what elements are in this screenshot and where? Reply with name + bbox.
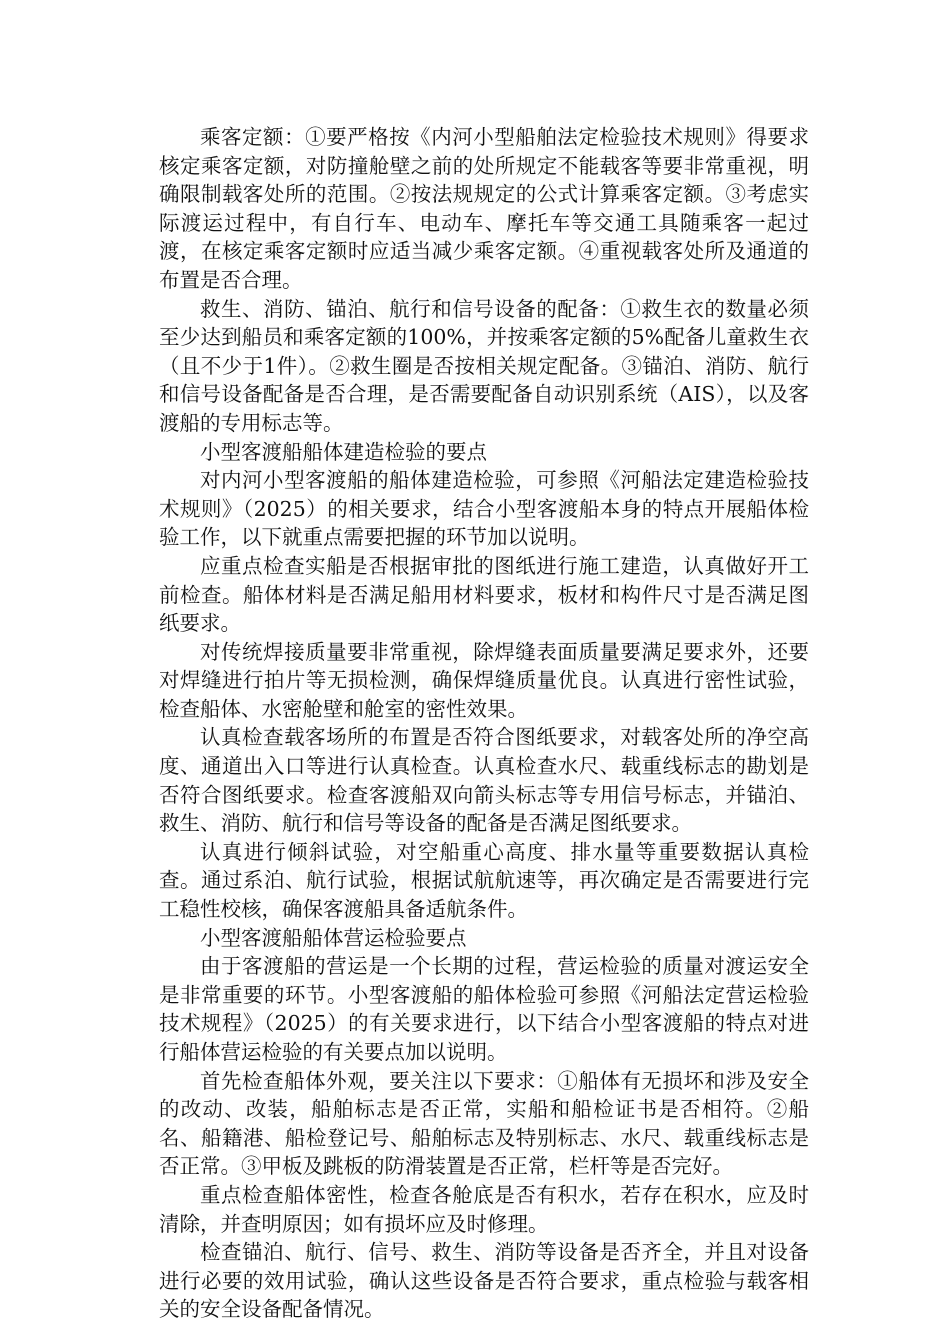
paragraph-hull-appearance: 首先检查船体外观，要关注以下要求：①船体有无损坏和涉及安全的改动、改装，船舶标志是否正常，实船和船检证书是否相符。②船名、船籍港、船检登记号、船舶标志及特别标志、水尺、载重线标志是否正常。③甲板及跳板的防滑装置是否正常，栏杆等是否完好。 [159,1068,809,1179]
paragraph-drawing-check: 应重点检查实船是否根据审批的图纸进行施工建造，认真做好开工前检查。船体材料是否满足船用材料要求，板材和构件尺寸是否满足图纸要求。 [159,553,809,636]
paragraph-passenger-quota: 乘客定额：①要严格按《内河小型船舶法定检验技术规则》得要求核定乘客定额，对防撞舱壁之前的处所规定不能载客等要非常重视，明确限制载客处所的范围。②按法规规定的公式计算乘客定额。③考虑实际渡运过程中，有自行车、电动车、摩托车等交通工具随乘客一起过渡，在核定乘客定额时应适当减少乘客定额。④重视载客处所及通道的布置是否合理。 [159,125,809,292]
paragraph-equipment-allocation: 救生、消防、锚泊、航行和信号设备的配备：①救生衣的数量必须至少达到船员和乘客定额的100%，并按乘客定额的5%配备儿童救生衣（且不少于1件）。②救生圈是否按相关规定配备。③锚泊、消防、航行和信号设备配备是否合理，是否需要配备自动识别系统（AIS），以及客渡船的专用标志等。 [159,296,809,435]
paragraph-construction-intro: 对内河小型客渡船的船体建造检验，可参照《河船法定建造检验技术规则》（2025）的相关要求，结合小型客渡船本身的特点开展船体检验工作，以下就重点需要把握的环节加以说明。 [159,468,809,550]
paragraph-operation-intro: 由于客渡船的营运是一个长期的过程，营运检验的质量对渡运安全是非常重要的环节。小型客渡船的船体检验可参照《河船法定营运检验技术规程》（2025）的有关要求进行，以下结合小型客渡船的特点对进行船体营运检验的有关要点加以说明。 [159,954,809,1064]
paragraph-welding-quality: 对传统焊接质量要非常重视，除焊缝表面质量要满足要求外，还要对焊缝进行拍片等无损检测，确保焊缝质量优良。认真进行密性试验，检查船体、水密舱壁和舱室的密性效果。 [159,639,809,721]
paragraph-passenger-area-check: 认真检查载客场所的布置是否符合图纸要求，对载客处所的净空高度、通道出入口等进行认真检查。认真检查水尺、载重线标志的勘划是否符合图纸要求。检查客渡船双向箭头标志等专用信号标志，并锚泊、救生、消防、航行和信号等设备的配备是否满足图纸要求。 [159,725,809,836]
paragraph-equipment-test: 检查锚泊、航行、信号、救生、消防等设备是否齐全，并且对设备进行必要的效用试验，确认这些设备是否符合要求，重点检验与载客相关的安全设备配备情况。 [159,1240,809,1322]
section-heading-operation-inspection: 小型客渡船船体营运检验要点 [200,925,467,950]
paragraph-inclining-test: 认真进行倾斜试验，对空船重心高度、排水量等重要数据认真检查。通过系泊、航行试验，根据试航航速等，再次确定是否需要进行完工稳性校核，确保客渡船具备适航条件。 [159,839,809,922]
section-heading-construction-inspection: 小型客渡船船体建造检验的要点 [200,439,487,464]
document-body [159,123,809,1324]
paragraph-hull-tightness: 重点检查船体密性，检查各舱底是否有积水，若存在积水，应及时清除，并查明原因；如有损坏应及时修理。 [159,1182,809,1236]
